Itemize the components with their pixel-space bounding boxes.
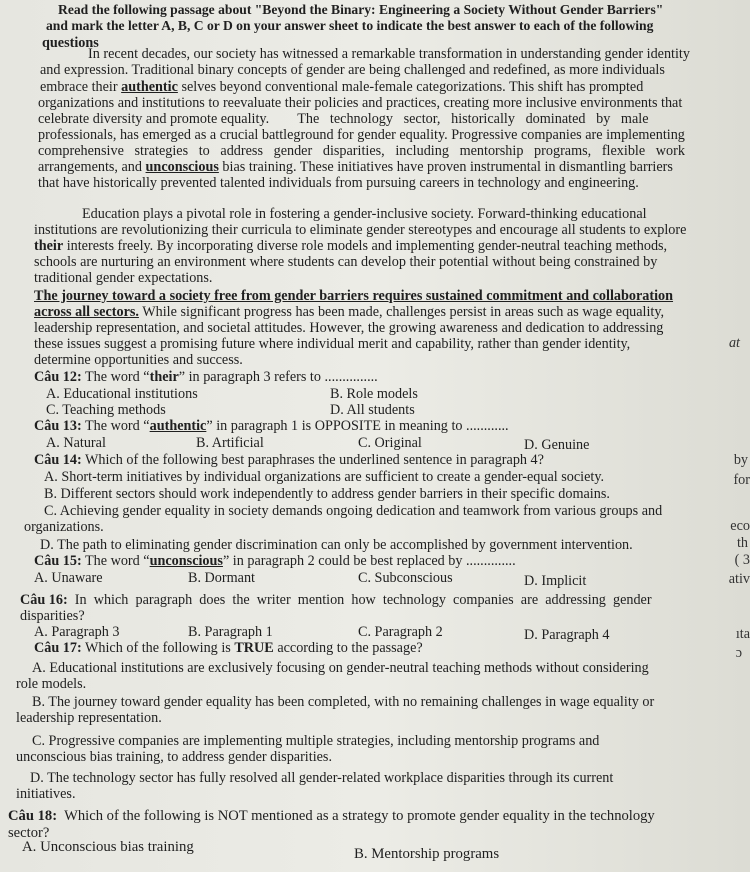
instruction-line-2: and mark the letter A, B, C or D on your answer sheet to indicate the best answer to each of the following	[46, 18, 654, 33]
q15-option-d[interactable]: D. Implicit	[524, 573, 587, 589]
edge-fragment: ıta	[735, 626, 750, 642]
q16-stem: Câu 16: In which paragraph does the writer mention how technology companies are addressing gender	[20, 592, 652, 608]
q17-option-b[interactable]: B. The journey toward gender equality has been completed, with no remaining challenges in wage equality or	[32, 694, 655, 710]
q17-option-d[interactable]: D. The technology sector has fully resolved all gender-related workplace disparities through its current	[30, 770, 614, 786]
q17-option-d-cont[interactable]: initiatives.	[16, 786, 76, 802]
q17-option-c[interactable]: C. Progressive companies are implementing multiple strategies, including mentorship programs and	[32, 733, 600, 749]
q15-option-b[interactable]: B. Dormant	[188, 570, 255, 586]
p2-line: traditional gender expectations.	[34, 270, 213, 286]
p1-line: celebrate diversity and promote equality. The technology sector, historically dominated by male	[38, 111, 649, 127]
q14-option-c-cont[interactable]: organizations.	[24, 519, 104, 535]
p3-line: these issues suggest a promising future where individual merit and capability, rather than gender identity,	[34, 336, 631, 352]
q14-option-b[interactable]: B. Different sectors should work independently to address gender barriers in their specific domains.	[44, 486, 610, 502]
p3-line: across all sectors. While significant progress has been made, challenges persist in areas such as wage equality,	[34, 304, 665, 320]
q15-option-a[interactable]: A. Unaware	[34, 570, 103, 586]
p1-line: arrangements, and unconscious bias training. These initiatives have proven instrumental in dismantling barriers	[38, 159, 673, 175]
q17-option-a[interactable]: A. Educational institutions are exclusively focusing on gender-neutral teaching methods without considering	[32, 660, 649, 676]
edge-fragment: th	[736, 535, 748, 551]
q12-option-d[interactable]: D. All students	[330, 402, 415, 418]
q18-stem: Câu 18: Which of the following is NOT mentioned as a strategy to promote gender equality in the technology	[8, 808, 655, 824]
q13-option-c[interactable]: C. Original	[358, 435, 422, 451]
q17-stem: Câu 17: Which of the following is TRUE according to the passage?	[34, 640, 423, 656]
q14-option-c[interactable]: C. Achieving gender equality in society demands ongoing dedication and teamwork from various groups and	[44, 503, 663, 519]
q12-option-b[interactable]: B. Role models	[330, 386, 418, 402]
edge-fragment: for	[733, 472, 750, 488]
q18-stem-cont: sector?	[8, 825, 50, 841]
q12-option-c[interactable]: C. Teaching methods	[46, 402, 166, 418]
edge-fragment: ( 3	[734, 552, 750, 568]
q16-option-d[interactable]: D. Paragraph 4	[524, 627, 610, 643]
q18-option-b[interactable]: B. Mentorship programs	[354, 846, 500, 862]
q15-stem: Câu 15: The word “unconscious” in paragraph 2 could be best replaced by ..............	[34, 553, 516, 569]
p3-line: determine opportunities and success.	[34, 352, 243, 368]
p2-line: schools are nurturing an environment where students can develop their potential without being constrained by	[34, 254, 658, 270]
p2-line: institutions are revolutionizing their curricula to eliminate gender stereotypes and encourage all students to explore	[34, 222, 687, 238]
edge-fragment: eco	[730, 518, 750, 534]
p2-line: Education plays a pivotal role in fostering a gender-inclusive society. Forward-thinking educational	[82, 206, 647, 222]
q16-option-b[interactable]: B. Paragraph 1	[188, 624, 273, 640]
q13-option-a[interactable]: A. Natural	[46, 435, 106, 451]
edge-fragment: at	[728, 335, 740, 351]
p1-line: and expression. Traditional binary concepts of gender are being challenged and redefined, as more individuals	[40, 62, 665, 78]
q16-stem-cont: disparities?	[20, 608, 85, 624]
underlined-sentence: The journey toward a society free from gender barriers requires sustained commitment and collaboration	[34, 288, 674, 304]
q12-stem: Câu 12: The word “their” in paragraph 3 refers to ...............	[34, 369, 378, 385]
q13-option-b[interactable]: B. Artificial	[196, 435, 264, 451]
bold-word-their: their	[34, 238, 64, 254]
q13-stem: Câu 13: The word “authentic” in paragraph 1 is OPPOSITE in meaning to ............	[34, 418, 509, 434]
q16-option-c[interactable]: C. Paragraph 2	[358, 624, 443, 640]
q14-option-a[interactable]: A. Short-term initiatives by individual organizations are sufficient to create a gender-equal society.	[44, 469, 605, 485]
p1-line: that have historically prevented talented individuals from pursuing careers in technology and engineering.	[38, 175, 639, 191]
edge-fragment: ativ	[728, 571, 750, 587]
edge-fragment: by	[733, 452, 748, 468]
edge-fragment: ɔ	[735, 645, 742, 661]
underlined-word-authentic: authentic	[121, 79, 178, 95]
underlined-word-unconscious: unconscious	[145, 159, 219, 175]
q18-option-a[interactable]: A. Unconscious bias training	[22, 839, 194, 855]
p3-line: leadership representation, and societal attitudes. However, the growing awareness and dedication to addressing	[34, 320, 664, 336]
underlined-sentence-end: across all sectors.	[34, 304, 139, 320]
p1-line: professionals, has emerged as a crucial battleground for gender equality. Progressive companies are implementing	[38, 127, 685, 143]
q14-option-d[interactable]: D. The path to eliminating gender discrimination can only be accomplished by government intervention.	[40, 537, 633, 553]
q16-option-a[interactable]: A. Paragraph 3	[34, 624, 120, 640]
instruction-line-1: Read the following passage about "Beyond the Binary: Engineering a Society Without Gender Barriers"	[58, 2, 664, 17]
p1-line: embrace their authentic selves beyond conventional male-female categorizations. This shift has prompted	[40, 79, 644, 95]
p1-line: In recent decades, our society has witnessed a remarkable transformation in understanding gender identity	[88, 46, 690, 62]
q15-option-c[interactable]: C. Subconscious	[358, 570, 453, 586]
q13-option-d[interactable]: D. Genuine	[524, 437, 590, 453]
q17-option-c-cont[interactable]: unconscious bias training, to address gender disparities.	[16, 749, 332, 765]
instruction-line-3: questions	[42, 35, 99, 51]
q17-option-b-cont[interactable]: leadership representation.	[16, 710, 162, 726]
p1-line: organizations and institutions to reevaluate their policies and practices, creating more inclusive environments that	[38, 95, 683, 111]
p1-line: comprehensive strategies to address gender disparities, including mentorship programs, flexible work	[38, 143, 685, 159]
q14-stem: Câu 14: Which of the following best paraphrases the underlined sentence in paragraph 4?	[34, 452, 544, 468]
q17-option-a-cont[interactable]: role models.	[16, 676, 87, 692]
q12-option-a[interactable]: A. Educational institutions	[46, 386, 198, 402]
p2-line: their interests freely. By incorporating diverse role models and implementing gender-neutral teaching methods,	[34, 238, 668, 254]
